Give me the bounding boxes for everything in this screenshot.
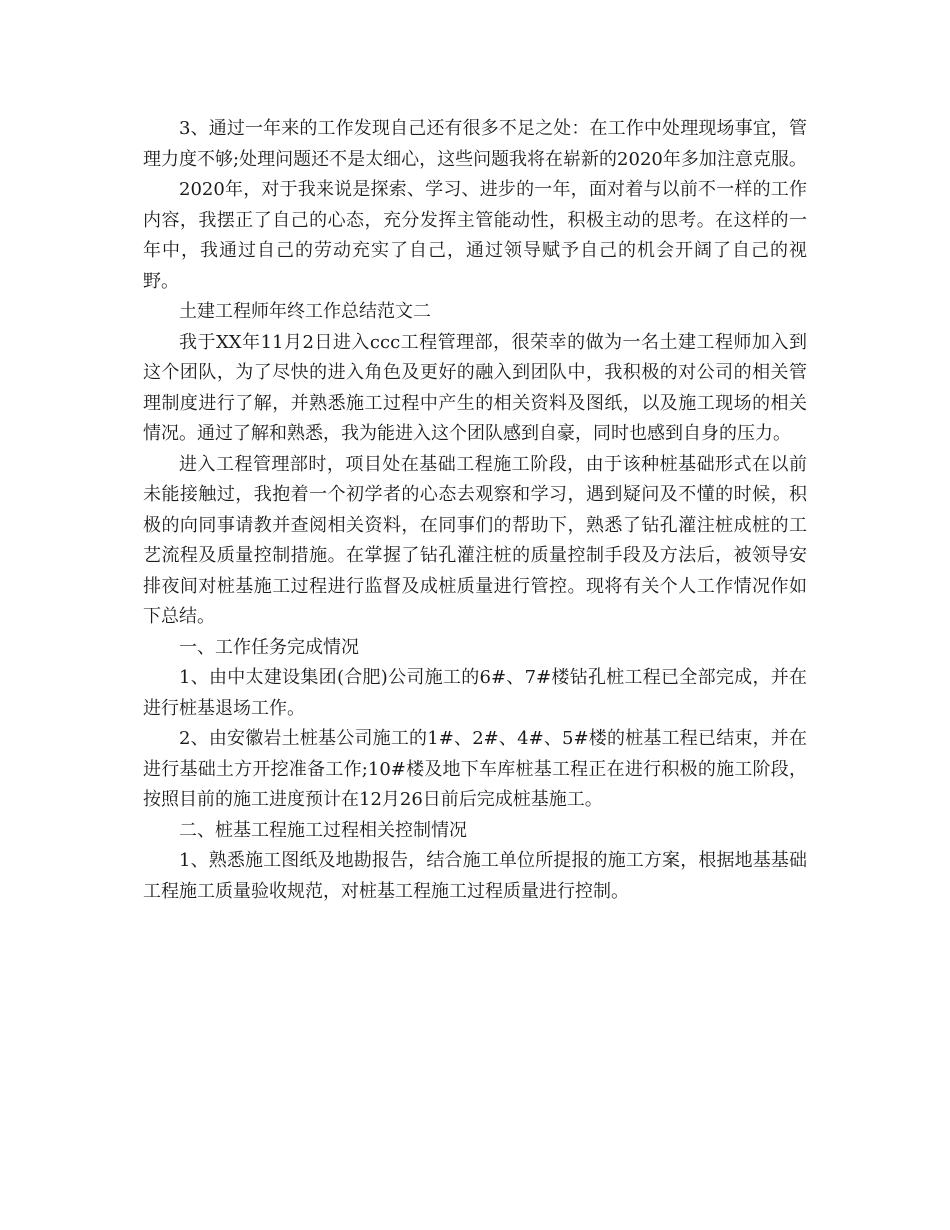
paragraph-3: 我于XX年11月2日进入ccc工程管理部，很荣幸的做为一名土建工程师加入到这个团队，为了尽快的进入角色及更好的融入到团队中，我积极的对公司的相关管理制度进行了解，并熟悉施工过程中产生的相关资料及图纸，以及施工现场的相关情况。通过了解和熟悉，我为能进入这个团队感到自豪，同时也感到自身的压力。 <box>143 331 807 444</box>
section-title-2: 土建工程师年终工作总结范文二 <box>179 301 431 322</box>
paragraph-1: 3、通过一年来的工作发现自己还有很多不足之处：在工作中处理现场事宜，管理力度不够;处理问题还不是太细心，这些问题我将在崭新的2020年多加注意克服。 <box>143 118 807 170</box>
paragraph-4: 进入工程管理部时，项目处在基础工程施工阶段，由于该种桩基础形式在以前未能接触过，我抱着一个初学者的心态去观察和学习，遇到疑问及不懂的时候，积极的向同事请教并查阅相关资料，在同事们的帮助下，熟悉了钻孔灌注桩成桩的工艺流程及质量控制措施。在掌握了钻孔灌注桩的质量控制手段及方法后，被领导安排夜间对桩基施工过程进行监督及成桩质量进行管控。现将有关个人工作情况作如下总结。 <box>143 453 807 627</box>
paragraph-7: 1、熟悉施工图纸及地勘报告，结合施工单位所提报的施工方案，根据地基基础工程施工质量验收规范，对桩基工程施工过程质量进行控制。 <box>143 850 807 902</box>
paragraph-2: 2020年，对于我来说是探索、学习、进步的一年，面对着与以前不一样的工作内容，我摆正了自己的心态，充分发挥主管能动性，积极主动的思考。在这样的一年中，我通过自己的劳动充实了自己，通过领导赋予自己的机会开阔了自己的视野。 <box>143 179 807 292</box>
heading-pile-control: 二、桩基工程施工过程相关控制情况 <box>179 819 467 841</box>
document-page <box>143 114 807 907</box>
heading-task-completion: 一、工作任务完成情况 <box>179 636 359 658</box>
paragraph-5: 1、由中太建设集团(合肥)公司施工的6#、7#楼钻孔桩工程已全部完成，并在进行桩基退场工作。 <box>143 667 807 719</box>
paragraph-6: 2、由安徽岩土桩基公司施工的1#、2#、4#、5#楼的桩基工程已结束，并在进行基础土方开挖准备工作;10#楼及地下车库桩基工程正在进行积极的施工阶段，按照目前的施工进度预计在12月26日前后完成桩基施工。 <box>143 728 807 810</box>
